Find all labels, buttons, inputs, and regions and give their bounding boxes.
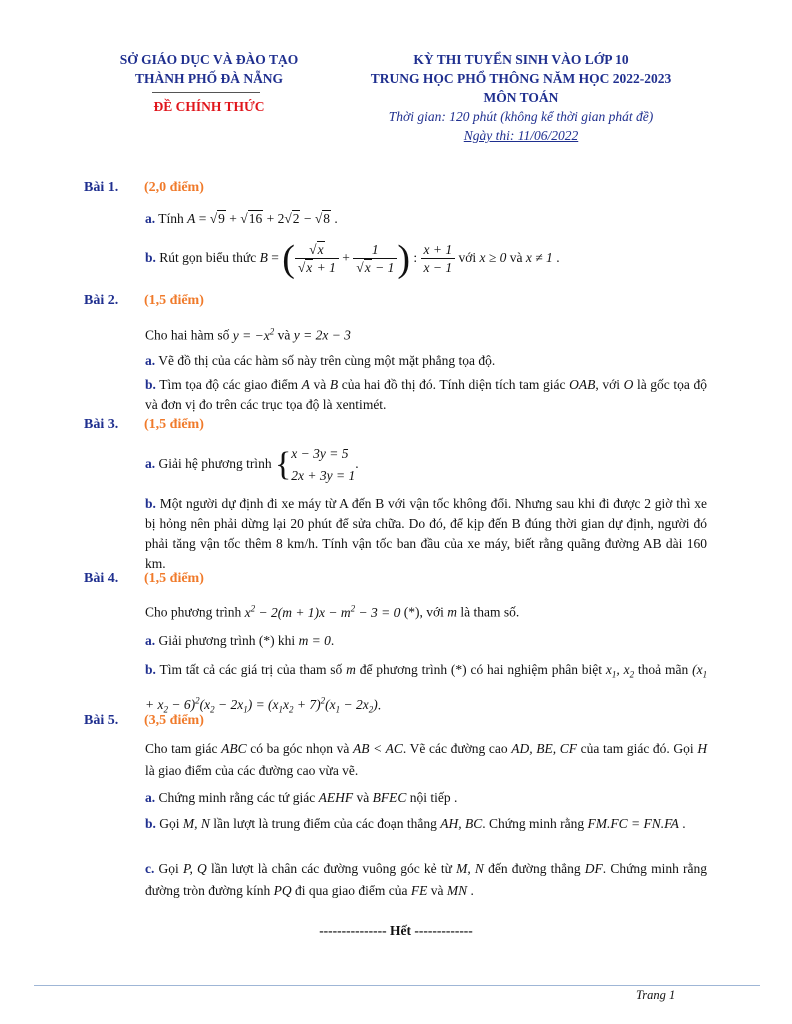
exam-title: KỲ THI TUYỂN SINH VÀO LỚP 10 <box>413 52 629 67</box>
problem-1b-text: Rút gọn biểu thức <box>159 250 257 265</box>
problem-2b-label: b. <box>145 377 156 392</box>
problem-5a: a. Chứng minh rằng các tứ giác AEHF và BFEC nội tiếp . <box>145 790 458 805</box>
problem-5-intro3: . Vẽ các đường cao <box>402 741 508 756</box>
problem-1a-label: a. <box>145 211 156 226</box>
problem-4a-text: Giải phương trình (*) khi <box>158 633 296 648</box>
problem-2-score: (1,5 điểm) <box>144 293 204 308</box>
exam-time: Thời gian: 120 phút (không kể thời gian phát đề) <box>388 109 654 124</box>
problem-1b: b. Rút gọn biểu thức B = ( $\frac{√x}{√x + 1}$ + $\frac{1}{√x - 1}$ ) : $\frac{x + 1}{x - 1}$ với x ≥ 0 và x ≠ 1 . <box>145 237 560 280</box>
problem-4a-label: a. <box>145 633 156 648</box>
problem-5a-text3: nội tiếp . <box>409 790 458 805</box>
problem-4b-text2: để phương trình (*) có hai nghiệm phân biệt <box>359 662 603 677</box>
problem-5-intro5: là giao điểm của các đường cao vừa vẽ. <box>145 763 359 778</box>
problem-4-intro3: là tham số. <box>460 604 520 620</box>
exam-date: Ngày thi: 11/06/2022 <box>463 128 579 143</box>
problem-5b-text3: . Chứng minh rằng <box>482 816 585 831</box>
problem-5b-text2: lần lượt là trung điểm của các đoạn thẳng <box>213 816 437 831</box>
problem-5b-label: b. <box>145 816 156 831</box>
problem-1b-and: và <box>509 250 523 265</box>
problem-2a-text: Vẽ đồ thị của các hàm số này trên cùng một mặt phẳng tọa độ. <box>158 353 496 368</box>
problem-3a: a. Giải hệ phương trình { x − 3y = 5 2x + 3y = 1 . <box>145 440 707 489</box>
department-line2: THÀNH PHỐ ĐÀ NẴNG <box>134 71 284 86</box>
problem-5c-text4: . Chứng minh rằng đường tròn đường kính <box>145 861 707 898</box>
exam-level: TRUNG HỌC PHỔ THÔNG NĂM HỌC 2022-2023 <box>370 71 672 86</box>
problem-3a-label: a. <box>145 456 156 471</box>
problem-2-intro-text: Cho hai hàm số <box>145 327 230 343</box>
problem-2-intro <box>145 321 707 346</box>
problem-2b-text4: là gốc tọa độ và đơn vị đo trên các trục tọa độ là xentimét. <box>145 377 708 412</box>
end-marker: --------------- Hết ------------- <box>319 923 473 938</box>
problem-5-intro: Cho tam giác ABC có ba góc nhọn và AB < AC. Vẽ các đường cao AD, BE, CF của tam giác đó. Gọi H là giao điểm của các đường cao vừa vẽ. <box>145 741 708 778</box>
problem-3-score: (1,5 điểm) <box>144 417 204 432</box>
problem-1b-cond1: x ≥ 0 <box>479 250 507 265</box>
problem-5-score: (3,5 điểm) <box>144 713 204 728</box>
problem-3b <box>145 494 707 574</box>
problem-4b-text1: Tìm tất cả các giá trị của tham số <box>159 662 343 677</box>
official-label: ĐỀ CHÍNH THỨC <box>153 99 265 114</box>
problem-1a-formula: A = √9 + √16 + 2√2 − √8 . <box>187 211 338 226</box>
exam-subject: MÔN TOÁN <box>483 90 559 105</box>
problem-4-title: Bài 4. <box>84 571 119 586</box>
problem-4a: a. Giải phương trình (*) khi m = 0. <box>145 633 335 648</box>
problem-5b: b. Gọi M, N lần lượt là trung điểm của các đoạn thẳng AH, BC. Chứng minh rằng FM.FC = FN.FA . <box>145 816 686 831</box>
problem-5c: c. Gọi P, Q lần lượt là chân các đường vuông góc kẻ từ M, N đến đường thẳng DF. Chứng minh rằng đường tròn đường kính PQ đi qua giao điểm của FE và MN . <box>145 861 707 898</box>
problem-1-title: Bài 1. <box>84 180 119 195</box>
problem-3a-text: Giải hệ phương trình <box>158 456 272 471</box>
problem-5c-text1: Gọi <box>158 861 179 876</box>
problem-2-title: Bài 2. <box>84 293 119 308</box>
problem-5a-text2: và <box>356 790 370 805</box>
function-1: $y = -x^2$ <box>232 326 275 343</box>
problem-5-intro2: có ba góc nhọn và <box>250 741 350 756</box>
problem-3b-text: Một người dự định đi xe máy từ A đến B với vận tốc không đổi. Nhưng sau khi đi được 2 giờ thì xe bị hỏng nên phải dừng lại 20 phút để sửa chữa. Do đó, để kịp đến B đúng thời gian dự định, người đó phải tăng vận tốc thêm 8 km/h. Tính vận tốc ban đầu của xe máy, biết rằng quãng đường AB dài 160 km. <box>145 496 707 571</box>
problem-5-intro4: của tam giác đó. Gọi <box>580 741 694 756</box>
problem-4-intro1: Cho phương trình <box>145 604 242 620</box>
problem-1b-formula: B = ( $\frac{√x}{√x + 1}$ + $\frac{1}{√x - 1}$ ) : $\frac{x + 1}{x - 1}$ <box>260 250 456 265</box>
problem-5c-text2: lần lượt là chân các đường vuông góc kẻ từ <box>210 861 452 876</box>
problem-5-title: Bài 5. <box>84 713 119 728</box>
problem-2a-label: a. <box>145 353 156 368</box>
problem-2b-text2: của hai đồ thị đó. Tính diện tích tam giác <box>341 377 566 392</box>
quadratic-equation: $x^2 - 2(m + 1)x - m^2 - 3 = 0$ <box>244 603 401 620</box>
problem-5b-text1: Gọi <box>159 816 180 831</box>
problem-4b-label: b. <box>145 662 156 677</box>
problem-1b-label: b. <box>145 250 156 265</box>
problem-4b-text4: mãn <box>665 662 689 677</box>
exam-header <box>340 50 702 145</box>
problem-5c-text3: đến đường thẳng <box>488 861 581 876</box>
condition-formula: $(x_1 + x_2 - 6)^2(x_2 - 2x_1) = (x_1x_2 + 7)^2(x_1 - 2x_2)$ <box>145 662 708 715</box>
problem-5a-text1: Chứng minh rằng các tứ giác <box>158 790 316 805</box>
problem-4-intro: Cho phương trình $x^2 - 2(m + 1)x - m^2 - 3 = 0$ (*), với m là tham số. <box>145 603 520 620</box>
problem-5c-text5: đi qua giao điểm của <box>295 883 408 898</box>
department-name <box>95 50 323 88</box>
problem-1a <box>145 209 707 229</box>
problem-5-intro1: Cho tam giác <box>145 741 218 756</box>
problem-2a <box>145 351 707 371</box>
problem-3-title: Bài 3. <box>84 417 119 432</box>
header-divider <box>152 92 260 93</box>
problem-5c-text6: và <box>430 883 444 898</box>
footer-divider <box>34 985 760 986</box>
problem-3b-label: b. <box>145 496 156 511</box>
problem-4-intro2: (*), với <box>403 604 444 620</box>
problem-1a-text: Tính <box>158 211 184 226</box>
problem-5c-label: c. <box>145 861 155 876</box>
problem-2b-text1: Tìm tọa độ các giao điểm <box>159 377 299 392</box>
problem-4-score: (1,5 điểm) <box>144 571 204 586</box>
function-2: y = 2x − 3 <box>293 327 351 343</box>
problem-1b-cond2: x ≠ 1 <box>525 250 553 265</box>
problem-1-score: (2,0 điểm) <box>144 180 204 195</box>
problem-2b-text3: , với <box>595 377 620 392</box>
page-number: Trang 1 <box>636 988 676 1002</box>
problem-4b-text3: thoả <box>637 662 662 677</box>
problem-2b: b. Tìm tọa độ các giao điểm A và B của hai đồ thị đó. Tính diện tích tam giác OAB, với O là gốc tọa độ và đơn vị đo trên các trục tọa độ là xentimét. <box>145 377 708 412</box>
problem-4b: b. Tìm tất cả các giá trị của tham số m để phương trình (*) có hai nghiệm phân biệt $x_1$, $x_2$ thoả mãn $(x_1 + x_2 - 6)^2(x_2 - 2x_1) = (x_1x_2 + 7)^2(x_1 - 2x_2)$. <box>145 662 708 715</box>
equation-system: x − 3y = 5 2x + 3y = 1 <box>291 445 356 483</box>
problem-5a-label: a. <box>145 790 156 805</box>
problem-2-and: và <box>277 327 291 343</box>
department-line1: SỞ GIÁO DỤC VÀ ĐÀO TẠO <box>119 52 299 67</box>
problem-1b-with: với <box>458 250 477 265</box>
